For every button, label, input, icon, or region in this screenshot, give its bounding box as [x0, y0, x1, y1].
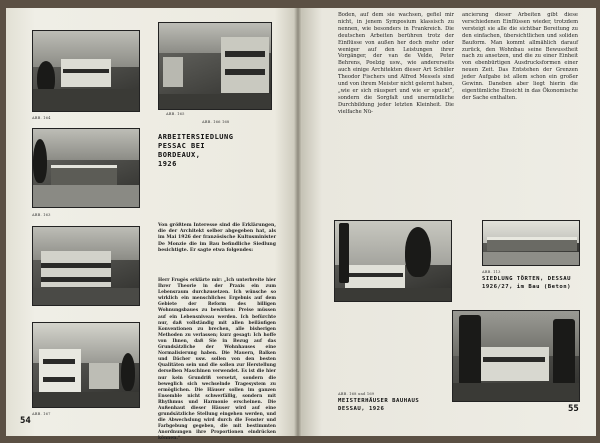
photo-tree	[553, 319, 575, 385]
caption-abb-164: ABB. 164	[32, 116, 51, 120]
photo-street-view	[158, 22, 272, 110]
photo-ground	[33, 392, 139, 407]
photo-building	[345, 265, 405, 289]
photo-housing-row	[32, 30, 140, 112]
photo-window-band	[487, 237, 577, 240]
photo-window-band	[63, 69, 109, 73]
photo-masters-house-trees	[334, 220, 452, 302]
photo-window-band	[41, 277, 111, 282]
photo-sky	[335, 221, 451, 265]
photo-masters-houses-wide	[452, 310, 580, 402]
caption-abb-168-169: ABB. 168 und 169	[338, 392, 375, 396]
photo-ground	[33, 89, 139, 111]
page-number-left: 54	[20, 416, 31, 426]
caption-abb-165: ABB. 165	[166, 112, 185, 116]
photo-building	[61, 59, 111, 87]
photo-building	[163, 57, 183, 87]
right-page	[298, 8, 596, 436]
photo-ground	[483, 252, 579, 265]
photo-ground	[33, 288, 139, 305]
left-page	[6, 8, 298, 442]
photo-ground	[33, 185, 139, 207]
photo-ground	[335, 288, 451, 301]
photo-window-band	[347, 273, 403, 277]
intro-paragraph: Von größtem Interesse sind die Erklärungen, die der Architekt selber abgegeben hat, als im Mai 1926 der französische Kultusminister De Monzie die im Bau befindliche Siedlung besichtigte. Er sagte etwa folgendes:	[158, 223, 276, 253]
photo-tree	[459, 315, 481, 385]
photo-building	[39, 349, 81, 393]
book-gutter	[294, 8, 302, 436]
photo-terrace-houses	[32, 128, 140, 208]
book-spread	[6, 8, 596, 442]
photo-tree	[33, 139, 47, 183]
photo-ground	[159, 94, 271, 109]
caption-abb-163: ABB. 163	[32, 213, 51, 217]
photo-window-band	[43, 359, 75, 364]
heading-arbeitersiedlung-pessac: ARBEITERSIEDLUNG PESSAC BEI BORDEAUX, 1926	[158, 133, 234, 168]
photo-window-band	[483, 357, 545, 362]
photo-tree	[405, 227, 431, 277]
photo-building	[221, 37, 269, 93]
photo-villa	[32, 322, 140, 408]
photo-siedlung-toerten	[482, 220, 580, 266]
photo-tree	[339, 223, 349, 283]
caption-abb-167: ABB. 167	[32, 412, 51, 416]
photo-window-band	[51, 165, 117, 168]
body-paragraph: Herr Frugès erklärte mir: „Ich unterbreite hier Ihrer Theorie in der Praxis ein zum Lebensraum durchzusetzen. Ich wünsche so wirklich ein menschliches Ergebnis auf dem Gebiete der Reform des billigen Wohnungsbaues zu bewirken: Preise müssen auf ein Lebensniveau werden. Ich befürchte nur, daß vollständig mit allen beiläufigen Konventionen zu brechen, alle bisherigen Methoden zu verlassen; kurz gesagt: Ich hoffe von Ihnen, daß Sie in Bezug auf das Grundsätzliche der Wohnhauses eine Normalisierung haben. Die Mauern, Balken und Dächer usw. sollen von den besten Qualitäten sein und die sollen zur Herstellung derselben Maschinen verwendet. Es ist die hier nur kein Grundriß versetzt, sondern die beweglich sich wechselnde Tragesystem zu ermöglichen. Die Häuser sollen im ganzen Ensemble nicht schwerfällig, sondern mit Rhythmus und Harmonie erscheinen. Die Außenhaut dieser Häuser wird auf eine grundsätzliche Stellung eingehen werden, und die Abwechslung wird durch die Fenster und Farbgebung gegeben, die mit bestimmten Anordnungen ihre Proportionen eindrücken können.“	[158, 278, 276, 442]
photo-window-band	[225, 69, 265, 75]
photo-window-band	[41, 263, 111, 268]
photo-building	[479, 347, 549, 381]
heading-meisterhaeuser-bauhaus: MEISTERHÄUSER BAUHAUS DESSAU, 1926	[338, 398, 420, 412]
photo-ground	[453, 383, 579, 401]
photo-building	[51, 165, 117, 187]
text-column-2: ancierung dieser Arbeiten gibt diese verschiedenen Einflüssen wieder, trotzdem versteigt sie alle die sichtbar Bereitung zu den einfachen, übersichtlichen und soliden Bauform. Man kommt allmählich darauf zurück, den Wohnbau seine Bewusstheit nach zu ansetzen, und die zu einer Einheit von ebenbürtigen Ausdrucksformen einer neuen Zeit. Das Entstehen der Grenzen jeder Aufgabe ist allem schon ein großer Gewinn. Daneben aber liegt hierin die eigentümliche Einsicht in das Ökonomische der Sache enthalten.	[462, 12, 578, 101]
photo-sky	[33, 129, 139, 160]
heading-siedlung-toerten: SIEDLUNG TÖRTEN, DESSAU 1926/27, im Bau (Beton)	[482, 276, 571, 290]
photo-window-band	[43, 377, 75, 382]
photo-tree	[121, 353, 135, 391]
caption-abb-166: ABB. 166 168	[202, 120, 230, 124]
photo-window-band	[225, 51, 265, 57]
text-column-1: Boden, auf dem sie wachsen, gefiel mir nicht, in jenem Symposium klassisch zu nennen, wie besonders in Frankreich. Die deutschen Arbeiten berühren trotz der Einflüsse von außen her doch mehr oder weniger auf den Leistungen ihrer Vorgänger, der van de Velde, Peter Behrens, Poelzig usw., wie andererseits auch einige Architekten dieser Art Schüler Theodor Fischers und Alfred Messels sind und von ihrem Meister nicht gelernt haben, „wie er sich räuspert und wie er spuckt“, sondern die Sorgfalt und unermüdliche Durchbildung jeder letzten Kleinheit. Die vielfache Nü-	[338, 12, 454, 115]
photo-balcony-block	[32, 226, 140, 306]
photo-building	[89, 363, 119, 389]
page-number-right: 55	[568, 404, 579, 414]
caption-abb-113: ABB. 113	[482, 270, 501, 274]
